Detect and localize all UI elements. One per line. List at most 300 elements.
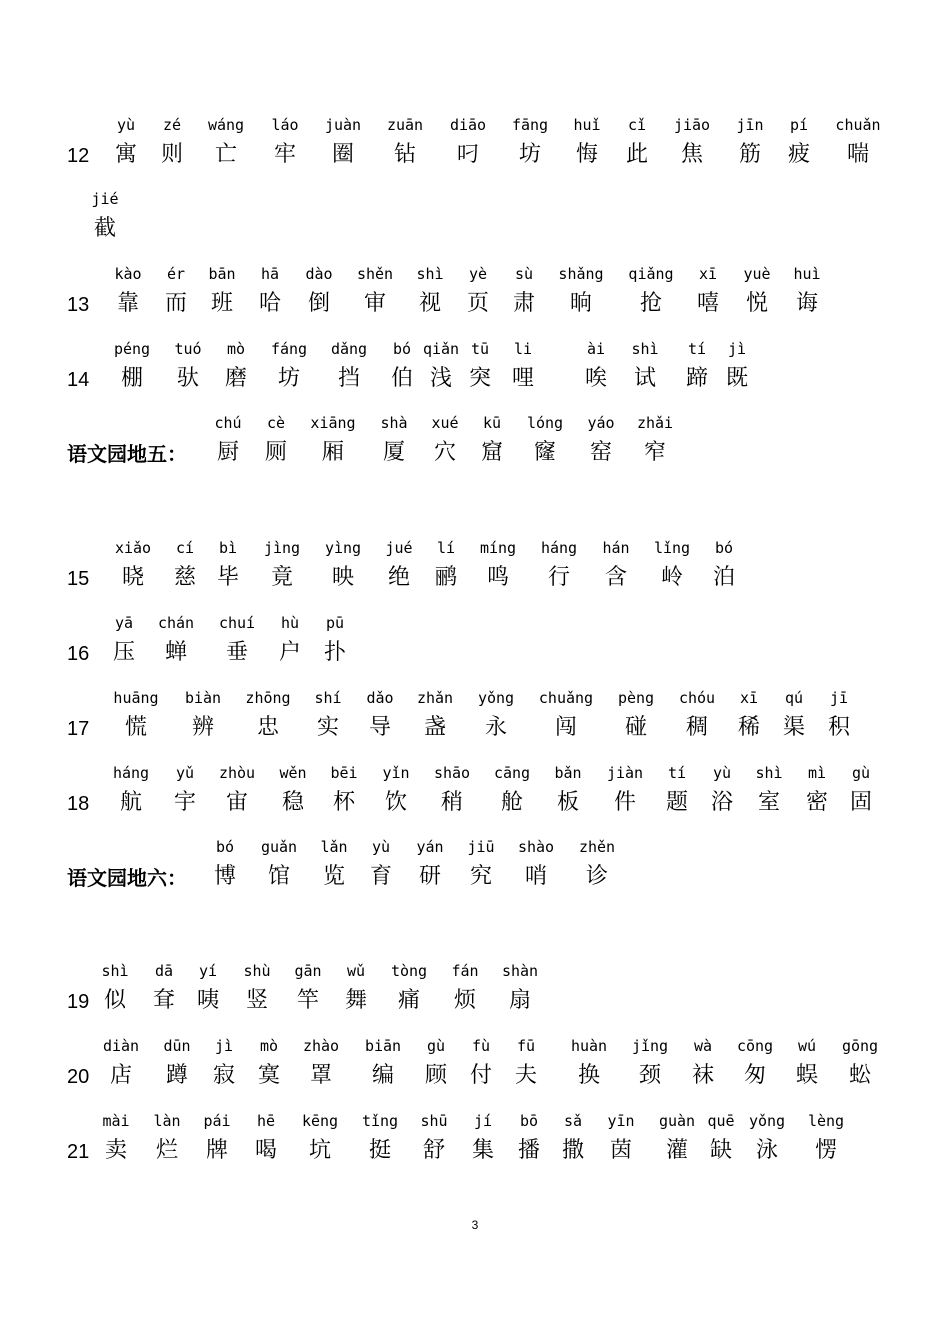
pinyin: yè (468, 265, 488, 283)
hanzi: 驮 (176, 366, 200, 391)
hanzi: 棚 (120, 366, 144, 391)
hanzi: 绝 (387, 565, 411, 590)
hanzi: 浅 (429, 366, 453, 391)
hanzi: 扑 (323, 640, 347, 665)
hanzi: 愣 (814, 1138, 838, 1163)
hanzi: 寞 (257, 1063, 281, 1088)
pinyin: chóu (678, 689, 716, 707)
pinyin: shāo (433, 764, 471, 782)
hanzi: 似 (103, 988, 127, 1013)
hanzi: 视 (418, 291, 442, 316)
pinyin: hē (256, 1112, 276, 1130)
hanzi: 突 (468, 366, 492, 391)
hanzi: 忠 (256, 715, 280, 740)
lesson-number: 13 (67, 294, 90, 316)
pinyin: jī (829, 689, 849, 707)
pinyin: wěn (279, 764, 307, 782)
hanzi: 辨 (191, 715, 215, 740)
hanzi: 试 (633, 366, 657, 391)
hanzi: 竖 (245, 988, 269, 1013)
pinyin: biàn (184, 689, 222, 707)
pinyin: dào (305, 265, 333, 283)
hanzi: 袜 (691, 1063, 715, 1088)
hanzi: 鸣 (486, 565, 510, 590)
hanzi: 窑 (589, 440, 613, 465)
hanzi: 盏 (423, 715, 447, 740)
pinyin: làn (153, 1112, 181, 1130)
hanzi: 页 (466, 291, 490, 316)
hanzi: 泳 (755, 1138, 779, 1163)
pinyin: fāng (511, 116, 549, 134)
vocab-row (0, 962, 950, 1022)
pinyin: shàn (501, 962, 539, 980)
hanzi: 扇 (508, 988, 532, 1013)
hanzi: 馆 (267, 864, 291, 889)
page-number: 3 (471, 1218, 479, 1232)
hanzi: 编 (371, 1063, 395, 1088)
pinyin: shì (416, 265, 444, 283)
hanzi: 杯 (332, 790, 356, 815)
pinyin: cè (266, 414, 286, 432)
pinyin: gù (851, 764, 871, 782)
pinyin: hù (280, 614, 300, 632)
hanzi: 泊 (712, 565, 736, 590)
pinyin: yā (114, 614, 134, 632)
pinyin: dā (154, 962, 174, 980)
hanzi: 哈 (258, 291, 282, 316)
pinyin: háng (540, 539, 578, 557)
hanzi: 板 (556, 790, 580, 815)
hanzi: 碰 (624, 715, 648, 740)
pinyin: tí (667, 764, 687, 782)
pinyin: shǎng (558, 265, 604, 283)
pinyin: xī (698, 265, 718, 283)
pinyin: yǒng (477, 689, 515, 707)
pinyin: háng (112, 764, 150, 782)
vocab-row (0, 116, 950, 176)
pinyin: mò (226, 340, 246, 358)
hanzi: 咦 (196, 988, 220, 1013)
hanzi: 挺 (368, 1138, 392, 1163)
pinyin: zhǎn (416, 689, 454, 707)
pinyin: cāng (493, 764, 531, 782)
lesson-number: 14 (67, 369, 90, 391)
pinyin: gōng (841, 1037, 879, 1055)
pinyin: guàn (658, 1112, 696, 1130)
vocab-row (0, 340, 950, 400)
pinyin: tǐng (361, 1112, 399, 1130)
pinyin: shì (101, 962, 129, 980)
pinyin: xiǎo (114, 539, 152, 557)
hanzi: 筋 (738, 142, 762, 167)
hanzi: 既 (725, 366, 749, 391)
hanzi: 慈 (173, 565, 197, 590)
pinyin: shì (631, 340, 659, 358)
hanzi: 牢 (273, 142, 297, 167)
vocab-row (0, 190, 950, 250)
hanzi: 抢 (639, 291, 663, 316)
pinyin: jì (214, 1037, 234, 1055)
hanzi: 班 (210, 291, 234, 316)
pinyin: cí (175, 539, 195, 557)
pinyin: jǐng (631, 1037, 669, 1055)
pinyin: jì (727, 340, 747, 358)
vocab-row (0, 265, 950, 325)
hanzi: 伯 (390, 366, 414, 391)
hanzi: 付 (469, 1063, 493, 1088)
hanzi: 烂 (155, 1138, 179, 1163)
hanzi: 撒 (561, 1138, 585, 1163)
hanzi: 晓 (121, 565, 145, 590)
pinyin: shí (314, 689, 342, 707)
pinyin: mò (259, 1037, 279, 1055)
pinyin: huǐ (573, 116, 601, 134)
pinyin: gān (294, 962, 322, 980)
pinyin: lóng (526, 414, 564, 432)
pinyin: mài (102, 1112, 130, 1130)
pinyin: fū (516, 1037, 536, 1055)
hanzi: 蹲 (165, 1063, 189, 1088)
pinyin: yí (198, 962, 218, 980)
hanzi: 缺 (709, 1138, 733, 1163)
hanzi: 厦 (382, 440, 406, 465)
hanzi: 蜈 (795, 1063, 819, 1088)
lesson-number: 16 (67, 643, 90, 665)
pinyin: lí (436, 539, 456, 557)
pinyin: huàn (570, 1037, 608, 1055)
pinyin: sù (514, 265, 534, 283)
hanzi: 题 (665, 790, 689, 815)
hanzi: 审 (363, 291, 387, 316)
pinyin: jìng (263, 539, 301, 557)
pinyin: péng (113, 340, 151, 358)
hanzi: 晌 (569, 291, 593, 316)
hanzi: 厢 (321, 440, 345, 465)
pinyin: tū (470, 340, 490, 358)
hanzi: 倒 (307, 291, 331, 316)
pinyin: yù (371, 838, 391, 856)
hanzi: 坑 (308, 1138, 332, 1163)
vocab-row (0, 1112, 950, 1172)
pinyin: yǐn (382, 764, 410, 782)
pinyin: hán (602, 539, 630, 557)
pinyin: kēng (301, 1112, 339, 1130)
pinyin: jié (91, 190, 119, 208)
hanzi: 肃 (512, 291, 536, 316)
pinyin: jiāo (673, 116, 711, 134)
hanzi: 悦 (745, 291, 769, 316)
pinyin: qiǎng (628, 265, 674, 283)
pinyin: bó (714, 539, 734, 557)
hanzi: 痛 (397, 988, 421, 1013)
hanzi: 固 (849, 790, 873, 815)
pinyin: jí (473, 1112, 493, 1130)
pinyin: bǎn (554, 764, 582, 782)
hanzi: 颈 (638, 1063, 662, 1088)
section-heading: 语文园地五： (67, 442, 187, 466)
hanzi: 磨 (224, 366, 248, 391)
pinyin: zhěn (578, 838, 616, 856)
hanzi: 集 (471, 1138, 495, 1163)
hanzi: 挡 (337, 366, 361, 391)
hanzi: 哨 (524, 864, 548, 889)
hanzi: 坊 (518, 142, 542, 167)
hanzi: 稀 (737, 715, 761, 740)
pinyin: jué (385, 539, 413, 557)
hanzi: 喘 (846, 142, 870, 167)
pinyin: kào (114, 265, 142, 283)
hanzi: 夫 (514, 1063, 538, 1088)
pinyin: lǎn (320, 838, 348, 856)
hanzi: 匆 (743, 1063, 767, 1088)
pinyin: quē (707, 1112, 735, 1130)
hanzi: 饮 (384, 790, 408, 815)
hanzi: 穴 (433, 440, 457, 465)
pinyin: sǎ (563, 1112, 583, 1130)
pinyin: pèng (617, 689, 655, 707)
vocab-row (0, 1037, 950, 1097)
pinyin: wú (797, 1037, 817, 1055)
pinyin: bì (218, 539, 238, 557)
pinyin: fù (471, 1037, 491, 1055)
hanzi: 竟 (270, 565, 294, 590)
pinyin: wà (693, 1037, 713, 1055)
pinyin: diāo (449, 116, 487, 134)
section-heading: 语文园地六： (67, 866, 187, 890)
pinyin: bēi (330, 764, 358, 782)
pinyin: shū (420, 1112, 448, 1130)
hanzi: 舞 (344, 988, 368, 1013)
pinyin: wáng (207, 116, 245, 134)
hanzi: 灌 (665, 1138, 689, 1163)
pinyin: fán (451, 962, 479, 980)
hanzi: 店 (109, 1063, 133, 1088)
hanzi: 亡 (214, 142, 238, 167)
hanzi: 唉 (584, 366, 608, 391)
pinyin: chán (157, 614, 195, 632)
hanzi: 永 (484, 715, 508, 740)
pinyin: jiū (467, 838, 495, 856)
hanzi: 稍 (440, 790, 464, 815)
pinyin: lǐng (653, 539, 691, 557)
hanzi: 压 (112, 640, 136, 665)
pinyin: zhǎi (636, 414, 674, 432)
hanzi: 寓 (114, 142, 138, 167)
pinyin: yáo (587, 414, 615, 432)
pinyin: yǔ (175, 764, 195, 782)
hanzi: 牌 (205, 1138, 229, 1163)
hanzi: 焦 (680, 142, 704, 167)
pinyin: hā (260, 265, 280, 283)
hanzi: 慌 (124, 715, 148, 740)
pinyin: tòng (390, 962, 428, 980)
hanzi: 窟 (480, 440, 504, 465)
pinyin: zhōng (245, 689, 291, 707)
lesson-number: 20 (67, 1066, 90, 1088)
pinyin: chú (214, 414, 242, 432)
pinyin: chuǎn (835, 116, 881, 134)
hanzi: 顾 (424, 1063, 448, 1088)
hanzi: 博 (213, 864, 237, 889)
pinyin: zhòu (218, 764, 256, 782)
hanzi: 渠 (782, 715, 806, 740)
hanzi: 映 (331, 565, 355, 590)
hanzi: 罩 (309, 1063, 333, 1088)
hanzi: 稠 (685, 715, 709, 740)
hanzi: 导 (368, 715, 392, 740)
pinyin: mì (807, 764, 827, 782)
hanzi: 窿 (533, 440, 557, 465)
lesson-number: 15 (67, 568, 90, 590)
vocab-row (0, 539, 950, 599)
hanzi: 蝉 (164, 640, 188, 665)
hanzi: 卖 (104, 1138, 128, 1163)
pinyin: qú (784, 689, 804, 707)
pinyin: yù (116, 116, 136, 134)
pinyin: yán (416, 838, 444, 856)
hanzi: 积 (827, 715, 851, 740)
hanzi: 喝 (254, 1138, 278, 1163)
hanzi: 坊 (277, 366, 301, 391)
hanzi: 航 (119, 790, 143, 815)
pinyin: diàn (102, 1037, 140, 1055)
vocab-row (0, 689, 950, 749)
pinyin: dǎo (366, 689, 394, 707)
pinyin: zhào (302, 1037, 340, 1055)
hanzi: 实 (316, 715, 340, 740)
pinyin: shào (517, 838, 555, 856)
pinyin: míng (479, 539, 517, 557)
pinyin: ài (586, 340, 606, 358)
pinyin: xiāng (310, 414, 356, 432)
pinyin: lèng (807, 1112, 845, 1130)
hanzi: 播 (517, 1138, 541, 1163)
hanzi: 岭 (660, 565, 684, 590)
hanzi: 览 (322, 864, 346, 889)
pinyin: tuó (174, 340, 202, 358)
pinyin: bó (392, 340, 412, 358)
hanzi: 浴 (710, 790, 734, 815)
hanzi: 密 (805, 790, 829, 815)
hanzi: 截 (93, 216, 117, 241)
hanzi: 叼 (456, 142, 480, 167)
hanzi: 蹄 (685, 366, 709, 391)
vocab-row (0, 838, 950, 898)
hanzi: 茵 (609, 1138, 633, 1163)
pinyin: cǐ (627, 116, 647, 134)
hanzi: 研 (418, 864, 442, 889)
hanzi: 窄 (643, 440, 667, 465)
pinyin: shì (755, 764, 783, 782)
pinyin: fáng (270, 340, 308, 358)
pinyin: wǔ (346, 962, 366, 980)
hanzi: 而 (164, 291, 188, 316)
hanzi: 件 (613, 790, 637, 815)
hanzi: 诲 (795, 291, 819, 316)
hanzi: 哩 (511, 366, 535, 391)
hanzi: 耷 (152, 988, 176, 1013)
pinyin: pái (203, 1112, 231, 1130)
pinyin: bó (215, 838, 235, 856)
hanzi: 疲 (787, 142, 811, 167)
hanzi: 诊 (585, 864, 609, 889)
pinyin: bān (208, 265, 236, 283)
hanzi: 行 (547, 565, 571, 590)
lesson-number: 12 (67, 145, 90, 167)
pinyin: jiàn (606, 764, 644, 782)
pinyin: yìng (324, 539, 362, 557)
pinyin: qiǎn (422, 340, 460, 358)
hanzi: 钻 (393, 142, 417, 167)
pinyin: shà (380, 414, 408, 432)
hanzi: 悔 (575, 142, 599, 167)
pinyin: yīn (607, 1112, 635, 1130)
hanzi: 舒 (422, 1138, 446, 1163)
hanzi: 室 (757, 790, 781, 815)
vocab-row (0, 414, 950, 474)
hanzi: 宇 (173, 790, 197, 815)
lesson-number: 21 (67, 1141, 90, 1163)
vocab-row (0, 764, 950, 824)
pinyin: li (513, 340, 533, 358)
hanzi: 舱 (500, 790, 524, 815)
hanzi: 毕 (216, 565, 240, 590)
lesson-number: 17 (67, 718, 90, 740)
vocab-row (0, 614, 950, 674)
hanzi: 此 (625, 142, 649, 167)
pinyin: chuí (218, 614, 256, 632)
lesson-number: 18 (67, 793, 90, 815)
hanzi: 含 (604, 565, 628, 590)
hanzi: 育 (369, 864, 393, 889)
hanzi: 靠 (116, 291, 140, 316)
pinyin: guǎn (260, 838, 298, 856)
hanzi: 厕 (264, 440, 288, 465)
hanzi: 稳 (281, 790, 305, 815)
pinyin: dūn (163, 1037, 191, 1055)
pinyin: pí (789, 116, 809, 134)
pinyin: yǒng (748, 1112, 786, 1130)
pinyin: chuǎng (538, 689, 594, 707)
pinyin: kū (482, 414, 502, 432)
pinyin: huāng (113, 689, 159, 707)
pinyin: xī (739, 689, 759, 707)
pinyin: zé (162, 116, 182, 134)
pinyin: shù (243, 962, 271, 980)
hanzi: 蚣 (848, 1063, 872, 1088)
pinyin: xué (431, 414, 459, 432)
pinyin: tí (687, 340, 707, 358)
hanzi: 厨 (216, 440, 240, 465)
pinyin: láo (271, 116, 299, 134)
hanzi: 嘻 (696, 291, 720, 316)
hanzi: 户 (278, 640, 302, 665)
pinyin: zuān (386, 116, 424, 134)
pinyin: ér (166, 265, 186, 283)
pinyin: gù (426, 1037, 446, 1055)
hanzi: 则 (160, 142, 184, 167)
hanzi: 闯 (554, 715, 578, 740)
hanzi: 究 (469, 864, 493, 889)
hanzi: 圈 (331, 142, 355, 167)
pinyin: cōng (736, 1037, 774, 1055)
hanzi: 换 (577, 1063, 601, 1088)
hanzi: 寂 (212, 1063, 236, 1088)
hanzi: 垂 (225, 640, 249, 665)
pinyin: huì (793, 265, 821, 283)
hanzi: 宙 (225, 790, 249, 815)
pinyin: jīn (736, 116, 764, 134)
